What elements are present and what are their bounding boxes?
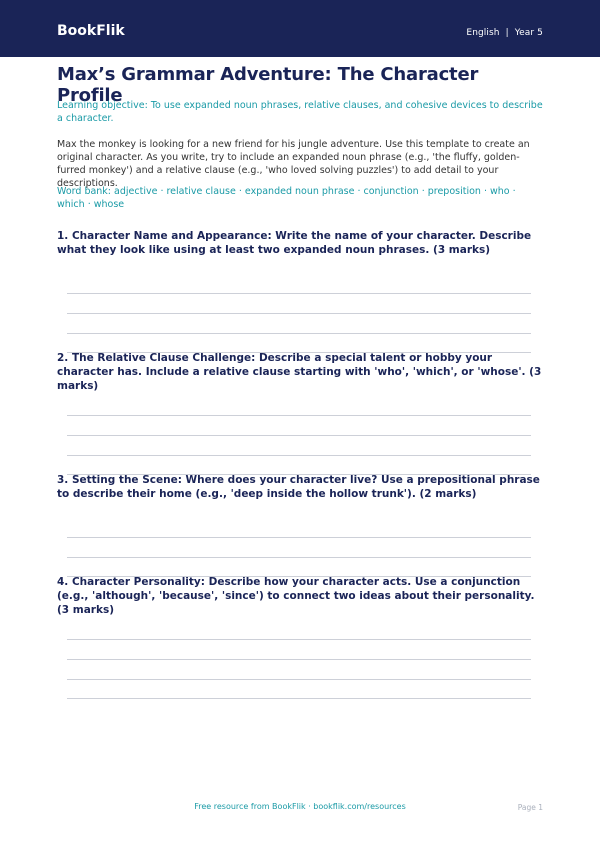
answer-line[interactable] xyxy=(67,435,531,436)
answer-line[interactable] xyxy=(67,659,531,660)
brand-logo: BookFlik xyxy=(57,23,125,39)
answer-line[interactable] xyxy=(67,415,531,416)
intro-paragraph: Max the monkey is looking for a new friend for his jungle adventure. Use this template to create an original character. As you write, try to include an expanded noun phrase (e.g., 'the fluffy, golden-furred monkey') and a relative clause (e.g., 'who loved solving puzzles') to add detail to your descriptions. xyxy=(57,139,530,189)
answer-line[interactable] xyxy=(67,557,531,558)
footer-credit: Free resource from BookFlik · bookflik.com/resources xyxy=(194,802,406,811)
header-separator: | xyxy=(505,28,509,38)
answer-line[interactable] xyxy=(67,639,531,640)
answer-line[interactable] xyxy=(67,537,531,538)
question-1: 1. Character Name and Appearance: Write the name of your character. Describe what they look like using at least two expanded noun phrases. (3 marks) xyxy=(57,230,532,256)
answer-line[interactable] xyxy=(67,333,531,334)
year-label: Year 5 xyxy=(514,28,543,38)
answer-line[interactable] xyxy=(67,698,531,699)
answer-line[interactable] xyxy=(67,455,531,456)
answer-line[interactable] xyxy=(67,679,531,680)
learning-objective: Learning objective: To use expanded noun phrases, relative clauses, and cohesive devices to describe a character. xyxy=(57,100,543,124)
word-bank: Word bank: adjective · relative clause · expanded noun phrase · conjunction · preposition · who · which · whose xyxy=(57,186,516,210)
answer-line[interactable] xyxy=(67,293,531,294)
subject-label: English xyxy=(466,28,500,38)
answer-line[interactable] xyxy=(67,313,531,314)
page-title: Max’s Grammar Adventure: The Character Profile xyxy=(57,64,479,106)
question-2: 2. The Relative Clause Challenge: Describe a special talent or hobby your character has. Include a relative clause starting with 'who', 'which', or 'whose'. (3 marks) xyxy=(57,352,542,392)
question-4: 4. Character Personality: Describe how your character acts. Use a conjunction (e.g., 'although', 'because', 'since') to connect two ideas about their personality. (3 marks) xyxy=(57,576,535,616)
subject-year xyxy=(466,28,543,38)
question-3: 3. Setting the Scene: Where does your character live? Use a prepositional phrase to describe their home (e.g., 'deep inside the hollow trunk'). (2 marks) xyxy=(57,474,540,500)
page-number: Page 1 xyxy=(517,803,543,812)
page-header xyxy=(0,0,600,57)
